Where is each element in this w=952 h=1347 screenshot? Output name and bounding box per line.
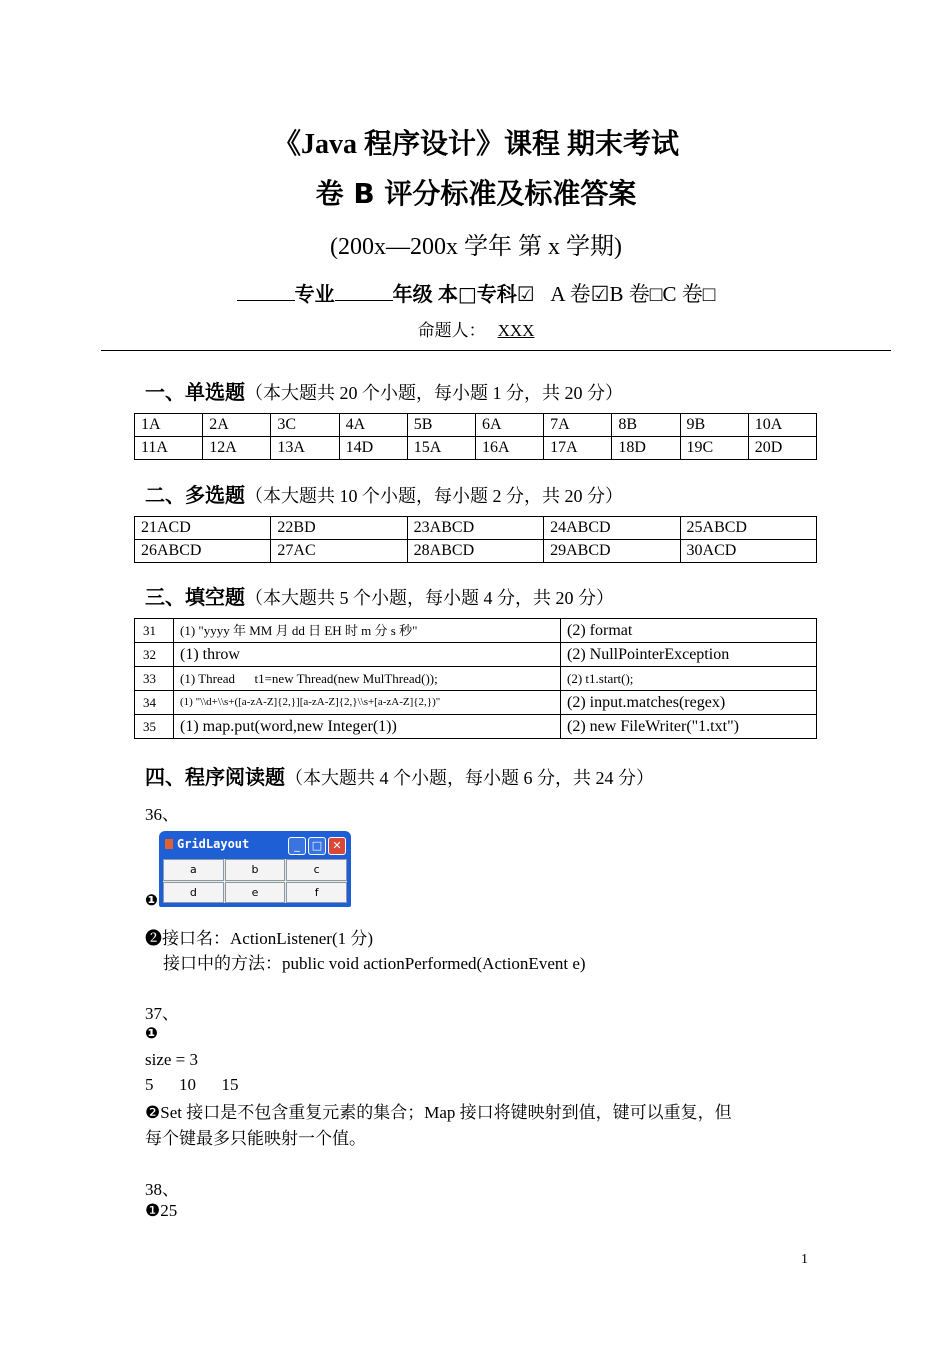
answer-two: (2) new FileWriter("1.txt") <box>561 715 817 739</box>
section-title: 三、填空题 <box>145 585 245 609</box>
question-37-label: 37、 <box>145 1004 179 1023</box>
answer-cell: 18D <box>612 437 680 460</box>
q37-answer-line: ❷Set 接口是不包含重复元素的集合；Map 接口将键映射到值，键可以重复，但 <box>145 1103 732 1122</box>
single-choice-table <box>134 413 817 460</box>
answer-cell: 5B <box>407 414 475 437</box>
answer-cell: 24ABCD <box>544 517 680 540</box>
paper-options: A 卷☑B 卷□C 卷□ <box>550 282 716 306</box>
minimize-icon: _ <box>288 837 306 855</box>
grid-button: f <box>286 882 347 904</box>
answer-one: (1) map.put(word,new Integer(1)) <box>174 715 561 739</box>
gridlayout-window-screenshot <box>159 831 351 907</box>
answer-cell: 29ABCD <box>544 540 680 563</box>
grid-button: a <box>163 859 224 881</box>
exam-info-line <box>0 278 952 308</box>
answer-cell: 11A <box>135 437 203 460</box>
answer-cell: 8B <box>612 414 680 437</box>
section-note: （本大题共 5 个小题，每小题 4 分，共 20 分） <box>245 588 614 608</box>
q37-answer-line: size = 3 <box>145 1050 199 1069</box>
q36-answer-line: ❷接口名：ActionListener(1 分) <box>145 929 374 948</box>
grid-button: d <box>163 882 224 904</box>
section-program-reading <box>145 761 654 790</box>
answer-cell: 22BD <box>271 517 407 540</box>
answer-cell: 10A <box>748 414 816 437</box>
table-row <box>135 517 817 540</box>
question-number: 33 <box>135 667 174 691</box>
level-options: 本□专科☑ <box>437 282 535 306</box>
answer-cell: 13A <box>271 437 339 460</box>
answer-cell: 6A <box>475 414 543 437</box>
answer-one: (1) "\\d+\\s+([a-zA-Z]{2,}][a-zA-Z]{2,}\\s+[a-zA-Z]{2,})" <box>174 691 561 715</box>
section-single-choice <box>145 376 623 405</box>
answer-cell: 12A <box>203 437 271 460</box>
q38-answer-line: ❶25 <box>145 1201 178 1220</box>
answer-cell: 16A <box>475 437 543 460</box>
section-fill-blank <box>145 581 614 610</box>
answer-cell: 28ABCD <box>407 540 543 563</box>
author-name: XXX <box>497 321 535 340</box>
grid-button: e <box>225 882 286 904</box>
question-36-label: 36、 <box>145 805 179 824</box>
answer-cell: 17A <box>544 437 612 460</box>
answer-two: (2) t1.start(); <box>561 667 817 691</box>
fill-blank-table <box>134 618 817 739</box>
section-note: （本大题共 4 个小题，每小题 6 分，共 24 分） <box>285 768 654 788</box>
question-number: 32 <box>135 643 174 667</box>
answer-cell: 20D <box>748 437 816 460</box>
answer-cell: 19C <box>680 437 748 460</box>
section-note: （本大题共 10 个小题，每小题 2 分，共 20 分） <box>245 486 623 506</box>
answer-one: (1) Thread t1=new Thread(new MulThread()); <box>174 667 561 691</box>
q36-answer-line: 接口中的方法：public void actionPerformed(ActionEvent e) <box>163 954 586 973</box>
answer-cell: 2A <box>203 414 271 437</box>
answer-cell: 21ACD <box>135 517 271 540</box>
section-note: （本大题共 20 个小题，每小题 1 分，共 20 分） <box>245 383 623 403</box>
answer-cell: 25ABCD <box>680 517 816 540</box>
answer-two: (2) input.matches(regex) <box>561 691 817 715</box>
author-line <box>0 316 952 341</box>
question-number: 34 <box>135 691 174 715</box>
answer-cell: 1A <box>135 414 203 437</box>
q37-answer-line: 5 10 15 <box>145 1075 239 1094</box>
answer-cell: 26ABCD <box>135 540 271 563</box>
table-row <box>135 540 817 563</box>
java-cup-icon <box>165 839 173 849</box>
page-number: 1 <box>801 1252 808 1267</box>
answer-cell: 9B <box>680 414 748 437</box>
section-multi-choice <box>145 479 623 508</box>
page-title: 《Java 程序设计》课程 期末考试 <box>272 129 679 160</box>
window-controls <box>286 836 346 855</box>
section-title: 二、多选题 <box>145 483 245 507</box>
answer-cell: 30ACD <box>680 540 816 563</box>
answer-one: (1) throw <box>174 643 561 667</box>
answer-cell: 27AC <box>271 540 407 563</box>
table-row <box>135 715 817 739</box>
answer-cell: 4A <box>339 414 407 437</box>
answer-two: (2) format <box>561 619 817 643</box>
table-row <box>135 691 817 715</box>
page-subtitle: 卷 B 评分标准及标准答案 <box>315 177 637 210</box>
q37-answer-line: 每个键最多只能映射一个值。 <box>145 1129 366 1148</box>
button-grid <box>163 859 347 903</box>
maximize-icon: □ <box>308 837 326 855</box>
answer-marker: ❶ <box>145 1024 158 1042</box>
answer-cell: 14D <box>339 437 407 460</box>
close-icon: ✕ <box>328 837 346 855</box>
table-row <box>135 667 817 691</box>
section-title: 四、程序阅读题 <box>145 765 285 789</box>
table-row <box>135 437 817 460</box>
grade-blank <box>335 282 393 301</box>
academic-year: (200x—200x 学年 第 x 学期) <box>330 234 622 260</box>
window-title: GridLayout <box>177 837 250 851</box>
multi-choice-table <box>134 516 817 563</box>
window-title-bar <box>165 837 249 851</box>
question-38-label: 38、 <box>145 1180 179 1199</box>
header-divider <box>101 350 891 351</box>
table-row <box>135 643 817 667</box>
answer-two: (2) NullPointerException <box>561 643 817 667</box>
grid-button: b <box>225 859 286 881</box>
question-number: 31 <box>135 619 174 643</box>
table-row <box>135 619 817 643</box>
answer-cell: 7A <box>544 414 612 437</box>
answer-cell: 3C <box>271 414 339 437</box>
grade-label: 年级 <box>392 282 433 306</box>
question-number: 35 <box>135 715 174 739</box>
answer-one: (1) "yyyy 年 MM 月 dd 日 EH 时 m 分 s 秒" <box>174 619 561 643</box>
answer-cell: 23ABCD <box>407 517 543 540</box>
table-row <box>135 414 817 437</box>
major-blank <box>237 282 295 301</box>
major-label: 专业 <box>294 282 335 306</box>
answer-cell: 15A <box>407 437 475 460</box>
author-label: 命题人： <box>417 321 486 340</box>
answer-marker: ❶ <box>145 891 158 909</box>
grid-button: c <box>286 859 347 881</box>
section-title: 一、单选题 <box>145 380 245 404</box>
